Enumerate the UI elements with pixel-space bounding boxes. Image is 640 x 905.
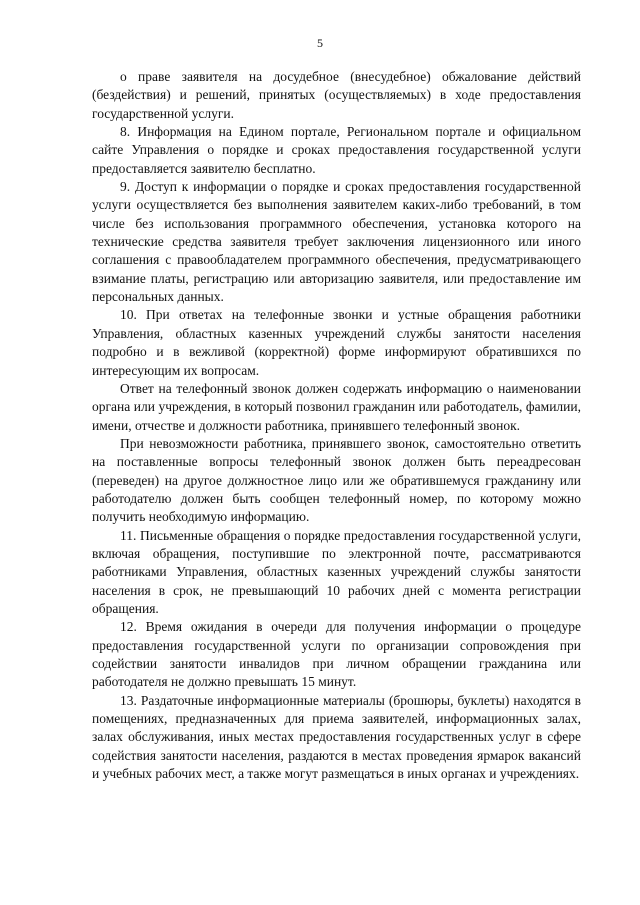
document-body — [92, 68, 581, 783]
paragraph-phone-answer-content: Ответ на телефонный звонок должен содержать информацию о наименовании органа или учреждения, в который позвонил гражданин или работодатель, фамилии, имени, отчестве и должности работника, принявшего телефонный звонок. — [92, 380, 581, 433]
paragraph-10-phone-inquiries: 10. При ответах на телефонные звонки и устные обращения работники Управления, областных казенных учреждений службы занятости населения подробно и в вежливой (корректной) форме информируют обратившихся по интересующим их вопросам. — [92, 307, 581, 378]
paragraph-9-access-to-information: 9. Доступ к информации о порядке и сроках предоставления государственной услуги осуществляется без выполнения заявителем каких-либо требований, в том числе без использования программного обеспечения, установка которого на технические средства заявителя требует заключения лицензионного или иного соглашения с правообладателем программного обеспечения, предусматривающего взимание платы, регистрацию или авторизацию заявителя, или предоставление им персональных данных. — [92, 179, 581, 305]
paragraph-11-written-inquiries: 11. Письменные обращения о порядке предоставления государственной услуги, включая обращения, поступившие по электронной почте, рассматриваются работниками Управления, областных казенных учреждений службы занятости населения в срок, не превышающий 10 рабочих дней с момента регистрации обращения. — [92, 527, 581, 616]
paragraph-12-waiting-time: 12. Время ожидания в очереди для получения информации о процедуре предоставления государственной услуги по организации сопровождения при содействии занятости инвалидов при личном обращении гражданина или работодателя не должно превышать 15 минут. — [92, 619, 581, 690]
page-number: 5 — [317, 36, 323, 50]
paragraph-13-handout-materials: 13. Раздаточные информационные материалы (брошюры, буклеты) находятся в помещениях, предназначенных для приема заявителей, информационных залах, залах обслуживания, иных местах предоставления государственных услуг в сфере содействия занятости населения, раздаются в местах проведения ярмарок вакансий и учебных рабочих мест, а также могут размещаться в иных органах и учреждениях. — [92, 692, 581, 782]
paragraph-call-redirect: При невозможности работника, принявшего звонок, самостоятельно ответить на поставленные вопросы телефонный звонок должен быть переадресован (переведен) на другое должностное лицо или же обратившемуся гражданину или работодателю должен быть сообщен телефонный номер, по которому можно получить необходимую информацию. — [92, 435, 581, 525]
paragraph-appeal-rights: о праве заявителя на досудебное (внесудебное) обжалование действий (бездействия) и решений, принятых (осуществляемых) в ходе предоставления государственной услуги. — [92, 69, 581, 121]
paragraph-8-free-information: 8. Информация на Едином портале, Региональном портале и официальном сайте Управления о порядке и сроках предоставления государственной услуги предоставляется заявителю бесплатно. — [92, 124, 581, 176]
